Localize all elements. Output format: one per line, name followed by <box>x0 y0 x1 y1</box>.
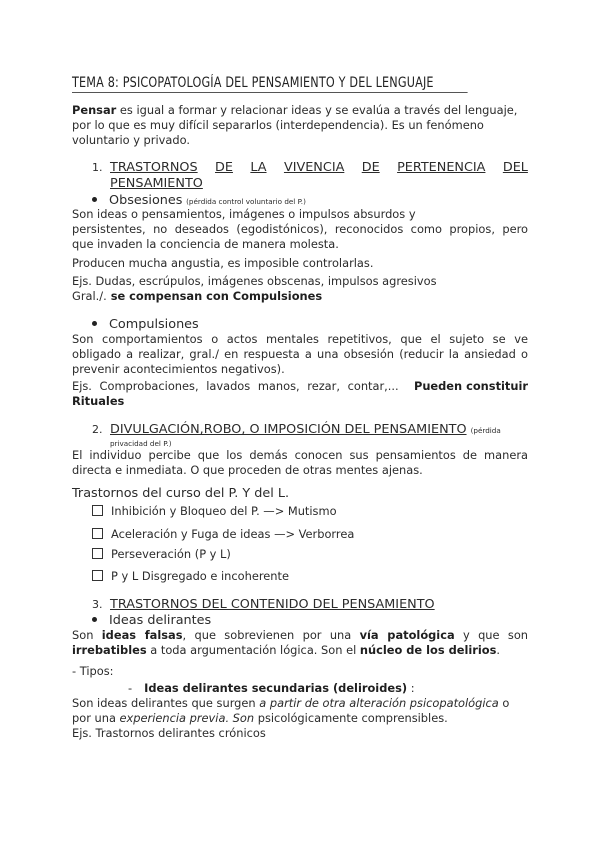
text-span: . <box>496 643 501 657</box>
section-2-note-1: (pérdida <box>470 426 501 435</box>
compulsiones-examples-bold: Pueden constituir <box>413 379 528 393</box>
ideas-line-1 <box>72 628 528 643</box>
intro-line-3: voluntario y privado. <box>72 133 190 147</box>
section-2-def-line-2: directa e inmediata. O que proceden de otras mentes ajenas. <box>72 463 423 477</box>
curso-item-label: Inhibición y Bloqueo del P. —> Mutismo <box>111 504 337 518</box>
bold-via-patologica: vía patológica <box>359 628 455 642</box>
secundarias-label: Ideas delirantes secundarias (deliroides) <box>144 681 408 695</box>
obsesiones-def-line-3: que invaden la conciencia de manera molesta. <box>72 237 339 251</box>
bold-nucleo: núcleo de los delirios <box>359 643 497 657</box>
section-1-title-word: DE <box>215 160 233 175</box>
obsesiones-definition <box>72 207 528 252</box>
compulsiones-label: Compulsiones <box>109 317 199 332</box>
checkbox-icon[interactable] <box>92 570 103 581</box>
curso-item <box>92 527 354 542</box>
compulsiones-definition <box>72 332 528 377</box>
section-1-heading <box>92 160 528 192</box>
text-span: a toda argumentación lógica. Son el <box>146 643 360 657</box>
section-1-number: 1. <box>92 161 103 174</box>
compulsiones-rituales: Rituales <box>72 394 125 408</box>
gral-bold: se compensan con Compulsiones <box>106 289 323 303</box>
section-1-title-word: DEL <box>502 160 528 175</box>
checkbox-icon[interactable] <box>92 548 103 559</box>
section-1-title-word: VIVENCIA <box>283 160 345 175</box>
curso-heading: Trastornos del curso del P. Y del L. <box>72 486 290 501</box>
section-2-def-line-1: El individuo percibe que los demás conocen sus pensamientos de manera <box>72 448 528 462</box>
dash: - <box>128 681 133 695</box>
section-3-title: TRASTORNOS DEL CONTENIDO DEL PENSAMIENTO <box>110 597 435 612</box>
text-span: y que son <box>454 628 529 642</box>
obsesiones-gral <box>72 289 528 304</box>
obsesiones-def-line-2: persistentes, no deseados (egodistónicos), reconocidos como propios, pero <box>72 222 528 236</box>
text-span: Son <box>72 628 102 642</box>
curso-item <box>92 547 231 562</box>
curso-item <box>92 569 289 584</box>
intro-text: es igual a formar y relacionar ideas y se evalúa a través del lenguaje, <box>116 103 518 117</box>
curso-item-label: Aceleración y Fuga de ideas —> Verborrea <box>111 527 355 541</box>
obsesiones-anxiety: Producen mucha angustia, es imposible controlarlas. <box>72 256 374 270</box>
curso-item <box>92 504 337 519</box>
compulsiones-def-line-2: obligado a realizar, gral./ en respuesta a una obsesión (reducir la ansiedad o <box>72 347 528 361</box>
section-1-title-line-1 <box>110 160 528 176</box>
checkbox-icon[interactable] <box>92 505 103 516</box>
italic-span: experiencia previa. Son <box>119 711 255 725</box>
obsesiones-examples: Ejs. Dudas, escrúpulos, imágenes obscenas, impulsos agresivos <box>72 274 437 288</box>
checkbox-icon[interactable] <box>92 528 103 539</box>
gral-prefix: Gral./. <box>72 289 107 303</box>
secundarias-line-2 <box>72 711 528 726</box>
obsesiones-label: Obsesiones <box>109 193 183 208</box>
secundarias-line-3: Ejs. Trastornos delirantes crónicos <box>72 726 266 740</box>
text-span: , que sobrevienen por una <box>182 628 360 642</box>
document-title: TEMA 8: PSICOPATOLOGÍA DEL PENSAMIENTO Y DEL LENGUAJE <box>72 76 468 93</box>
ideas-delirantes-label: Ideas delirantes <box>109 613 212 628</box>
ideas-line-2 <box>72 643 528 658</box>
bold-ideas-falsas: ideas falsas <box>101 628 183 642</box>
section-2-title: DIVULGACIÓN,ROBO, O IMPOSICIÓN DEL PENSAMIENTO <box>110 422 467 437</box>
bold-irrebatibles: irrebatibles <box>72 643 147 657</box>
bullet-icon <box>92 321 97 326</box>
obsesiones-note: (pérdida control voluntario del P.) <box>186 197 306 206</box>
intro-paragraph <box>72 103 528 148</box>
section-2-definition <box>72 448 528 478</box>
intro-line-2: por lo que es muy difícil separarlos (interdependencia). Es un fenómeno <box>72 118 484 132</box>
text-span: psicológicamente comprensibles. <box>254 711 448 725</box>
section-1-title-word: LA <box>250 160 267 175</box>
obsesiones-def-line-1: Son ideas o pensamientos, imágenes o impulsos absurdos y <box>72 207 416 221</box>
intro-bold-term: Pensar <box>72 103 117 117</box>
section-2-number: 2. <box>92 423 103 436</box>
compulsiones-examples <box>72 379 528 409</box>
section-2-note-2: privacidad del P.) <box>110 439 172 448</box>
text-span: o <box>498 696 510 710</box>
section-3-number: 3. <box>92 598 103 611</box>
compulsiones-def-line-3: prevenir acontecimientos negativos). <box>72 362 285 376</box>
secundarias-definition <box>72 696 528 741</box>
tipos-label: - Tipos: <box>72 664 114 678</box>
intro-line-1 <box>72 103 528 118</box>
bullet-icon <box>92 197 97 202</box>
bullet-icon <box>92 617 97 622</box>
section-1-title-word: TRASTORNOS <box>110 160 198 175</box>
section-3-heading <box>92 597 548 613</box>
ideas-delirantes-definition <box>72 628 528 658</box>
secundarias-line-1 <box>72 696 528 711</box>
ideas-delirantes-bullet <box>92 613 548 629</box>
compulsiones-bullet <box>92 317 548 333</box>
secundarias-heading <box>128 681 584 696</box>
text-span: por una <box>72 711 120 725</box>
section-1-title-word: PERTENENCIA <box>397 160 486 175</box>
compulsiones-examples-text: Ejs. Comprobaciones, lavados manos, rezar, contar,... <box>72 379 399 393</box>
text-span: Son ideas delirantes que surgen <box>72 696 260 710</box>
italic-span: a partir de otra alteración psicopatológica <box>259 696 499 710</box>
compulsiones-def-line-1: Son comportamientos o actos mentales repetitivos, que el sujeto se ve <box>72 332 528 346</box>
curso-item-label: Perseveración (P y L) <box>111 547 231 561</box>
colon: : <box>407 681 415 695</box>
section-1-title-word: DE <box>361 160 380 175</box>
curso-item-label: P y L Disgregado e incoherente <box>111 569 289 583</box>
section-1-title-line-2: PENSAMIENTO <box>110 176 203 191</box>
